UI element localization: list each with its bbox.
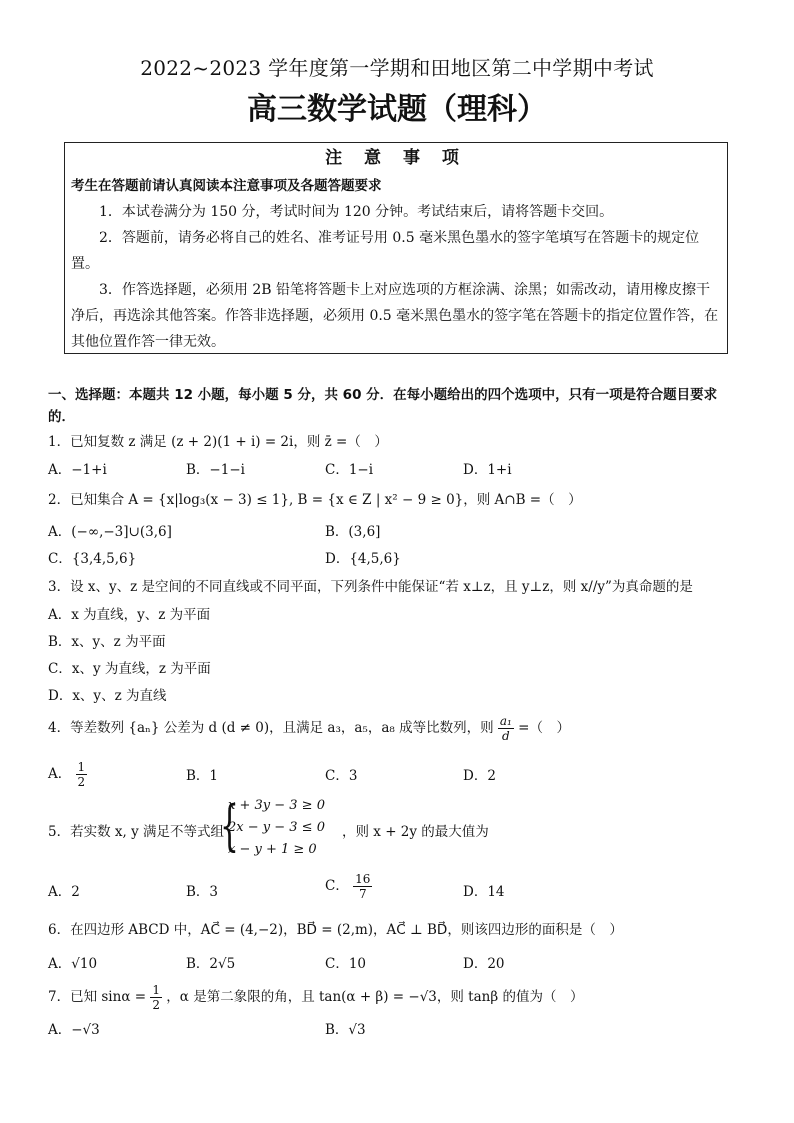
question-4-option-a-fraction — [76, 760, 88, 789]
question-4-fraction — [498, 714, 514, 743]
question-6-stem: 6．在四边形 ABCD 中，AC⃗ = (4,−2)，BD⃗ = (2,m)，AC⃗ ⊥ BD⃗，则该四边形的面积是（ ） — [48, 922, 623, 938]
question-7-stem-tail: ，α 是第二象限的角，且 tan(α + β) = −√3，则 tanβ 的值为（ ） — [166, 989, 584, 1005]
notice-item-1: 1．本试卷满分为 150 分，考试时间为 120 分钟。考试结束后，请将答题卡交回。 — [99, 204, 614, 220]
notice-item-3: 3．作答选择题，必须用 2B 铅笔将答题卡上对应选项的方框涂满、涂黑；如需改动，请用橡皮擦干净后，再选涂其他答案。作答非选择题，必须用 0.5 毫米黑色墨水的签字笔在答题卡的指定位置作答，在其他位置作答一律无效。 — [71, 282, 719, 350]
exam-title: 高三数学试题（理科） — [247, 92, 547, 127]
notice-subheading: 考生在答题前请认真阅读本注意事项及各题答题要求 — [71, 178, 382, 194]
question-5-option-c-label: C． — [325, 878, 349, 894]
question-2-option-a: A．(−∞,−3]∪(3,6] — [48, 524, 172, 540]
question-5-stem-tail: ，则 x + 2y 的最大值为 — [342, 824, 489, 840]
question-2-stem: 2．已知集合 A = {x|log₃(x − 3) ≤ 1}, B = {x ∈ Z | x² − 9 ≥ 0}，则 A∩B =（ ） — [48, 492, 582, 508]
question-4-stem — [48, 714, 570, 743]
question-1-option-a: A．−1+i — [48, 462, 107, 478]
question-4-option-a-denominator: 2 — [77, 775, 86, 789]
question-1-option-d: D．1+i — [463, 462, 512, 478]
question-7-stem — [48, 983, 583, 1012]
question-3-option-b: B．x、y、z 为平面 — [48, 634, 166, 650]
question-2-option-b: B．(3,6] — [325, 524, 381, 540]
question-4-option-b: B．1 — [186, 768, 219, 784]
question-4-option-c: C．3 — [325, 768, 358, 784]
question-5-option-a: A．2 — [48, 884, 80, 900]
question-5-option-c — [325, 872, 372, 901]
question-5-inequality-1: x + 3y − 3 ≥ 0 — [228, 798, 325, 813]
question-2-option-c: C．{3,4,5,6} — [48, 551, 137, 567]
question-6-option-b: B．2√5 — [186, 956, 236, 972]
question-5-inequality-3: x − y + 1 ≥ 0 — [228, 842, 317, 857]
question-4-fraction-denominator: d — [502, 729, 510, 743]
question-1-stem: 1．已知复数 z 满足 (z + 2)(1 + i) = 2i，则 z̄ =（ ） — [48, 434, 388, 450]
question-5-option-b: B．3 — [186, 884, 219, 900]
question-6-option-a: A．√10 — [48, 956, 98, 972]
question-7-fraction-denominator: 2 — [152, 998, 160, 1012]
question-4-option-d: D．2 — [463, 768, 496, 784]
question-5-inequality-2: 2x − y − 3 ≤ 0 — [228, 820, 325, 835]
notice-item-2: 2．答题前，请务必将自己的姓名、准考证号用 0.5 毫米黑色墨水的签字笔填写在答题卡的规定位置。 — [71, 230, 700, 272]
question-7-option-a: A．−√3 — [48, 1022, 100, 1038]
section-heading: 一、选择题：本题共 12 小题，每小题 5 分，共 60 分．在每小题给出的四个选项中，只有一项是符合题目要求的． — [48, 387, 718, 425]
question-4-stem-text: 4．等差数列 {aₙ} 公差为 d (d ≠ 0)，且满足 a₃，a₅，a₈ 成等比数列，则 — [48, 720, 494, 736]
question-3-option-d: D．x、y、z 为直线 — [48, 688, 167, 704]
question-4-option-a — [48, 760, 87, 789]
question-5-option-c-numerator: 16 — [355, 872, 371, 886]
question-5-option-d: D．14 — [463, 884, 505, 900]
question-3-option-a: A．x 为直线，y、z 为平面 — [48, 607, 211, 623]
question-4-stem-tail: =（ ） — [518, 720, 570, 736]
question-7-fraction-numerator: 1 — [152, 983, 160, 997]
notice-heading: 注 意 事 项 — [325, 148, 467, 168]
question-5-option-c-denominator: 7 — [358, 887, 367, 901]
question-1-option-c: C．1−i — [325, 462, 374, 478]
question-7-fraction — [150, 983, 162, 1012]
question-6-option-d: D．20 — [463, 956, 505, 972]
question-4-option-a-numerator: 1 — [77, 760, 86, 774]
exam-header-line1: 2022~2023 学年度第一学期和田地区第二中学期中考试 — [140, 56, 654, 80]
question-6-option-c: C．10 — [325, 956, 367, 972]
question-3-option-c: C．x、y 为直线，z 为平面 — [48, 661, 211, 677]
question-3-stem: 3．设 x、y、z 是空间的不同直线或不同平面，下列条件中能保证“若 x⊥z，且 y⊥z，则 x//y”为真命题的是 — [48, 579, 693, 595]
question-5-option-c-fraction — [353, 872, 372, 901]
system-brace: { — [220, 794, 239, 857]
notice-box — [64, 142, 728, 354]
question-2-option-d: D．{4,5,6} — [325, 551, 401, 567]
question-5-stem-text: 5．若实数 x, y 满足不等式组 — [48, 824, 224, 840]
question-4-option-a-label: A． — [48, 766, 72, 782]
question-7-stem-text: 7．已知 sinα = — [48, 989, 147, 1005]
question-1-option-b: B．−1−i — [186, 462, 245, 478]
question-7-option-b: B．√3 — [325, 1022, 366, 1038]
question-4-fraction-numerator: a₁ — [499, 714, 512, 728]
